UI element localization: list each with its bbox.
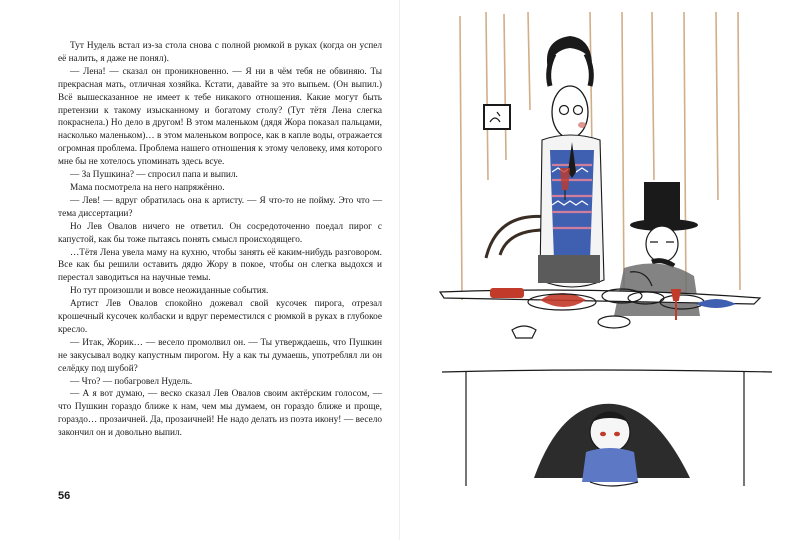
- text-column: [58, 40, 382, 440]
- paragraph: — Лев! — вдруг обратилась она к артисту. — Я что-то не пойму. Это что — тема диссертации?: [58, 195, 382, 219]
- paragraph: Артист Лев Овалов спокойно дожевал свой кусочек пирога, отрезал крошечный кусочек колбаски и вдруг переместился с рюмкой в руках в глубокое кресло.: [58, 299, 382, 335]
- paragraph: Мама посмотрела на него напряжённо.: [70, 182, 225, 193]
- paragraph: Но Лев Овалов ничего не ответил. Он сосредоточенно поедал пирог с капустой, как бы тоже пытаясь понять смысл происходящего.: [58, 221, 382, 245]
- page-number: 56: [58, 490, 71, 502]
- paragraph: — А я вот думаю, — веско сказал Лев Овалов своим актёрским голосом, — что Пушкин гораздо ближе к нам, чем мы думаем, он гораздо ближе и проще, гораздо… прозаичней. Да, прозаичней! Не надо делать из поэта икону! — весело закончил он и довольно выпил.: [58, 389, 382, 439]
- boy-under-table: [534, 404, 690, 486]
- paragraph: — Итак, Жорик… — весело промолвил он. — Ты утверждаешь, что Пушкин не закусывал водку капустным пирогом. Ну а как ты думаешь, употреблял ли он селёдку под шубой?: [58, 337, 382, 374]
- standing-man: [538, 36, 604, 287]
- paragraph: — Что? — побагровел Нудель.: [70, 376, 193, 387]
- paragraph: — Лена! — сказал он проникновенно. — Я ни в чём тебя не обвиняю. Ты прекрасная мать, отличная хозяйка. Кстати, давайте за это выпьем. (Он выпил.) Всё вышесказанное не имеет к тебе никакого отношения. Какие могут быть претензии к такому изысканному и богатому столу? (Тут тётя Лена слегка покраснела.) Но дело в другом! В этом маленьком (дядя Жора показал пальцами, насколько маленьком)… в этом маленьком вопросе, как в капле воды, отражается огромная проблема. Проблема нашего отношения к этому человеку, имя которого мне бы не хотелось упоминать здесь всуе.: [58, 66, 382, 168]
- paragraph: Тут Нудель встал из-за стола снова с полной рюмкой в руках (когда он успел её налить, я даже не понял).: [58, 41, 382, 64]
- paragraph: Но тут произошли и вовсе неожиданные события.: [70, 286, 269, 297]
- dinner-scene-illustration: [400, 0, 798, 540]
- paragraph: — За Пушкина? — спросил папа и выпил.: [70, 170, 238, 181]
- dinner-table: [440, 288, 760, 338]
- picture-frame: [484, 105, 510, 129]
- right-page: [400, 0, 798, 540]
- paragraph: …Тётя Лена увела маму на кухню, чтобы занять её каким-нибудь разговором. Все как бы решили оставить дядю Жору в покое, чтобы он слегка выдохся и перестал заводиться на научные темы.: [58, 247, 382, 284]
